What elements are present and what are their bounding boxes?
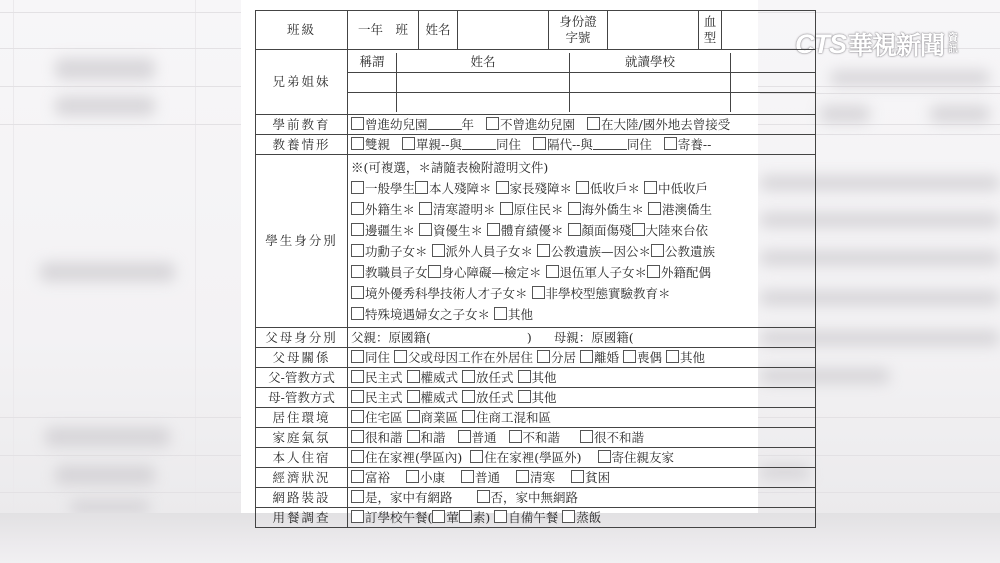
checkbox[interactable] bbox=[664, 137, 677, 150]
checkbox[interactable] bbox=[587, 117, 600, 130]
siblings-label: 兄弟姐妹 bbox=[256, 50, 348, 115]
id-number-field[interactable] bbox=[608, 11, 699, 49]
header-row bbox=[256, 11, 816, 50]
upbringing-label: 教養情形 bbox=[256, 135, 348, 155]
sibling-col-school: 就讀學校 bbox=[570, 53, 731, 73]
checkbox[interactable] bbox=[402, 137, 415, 150]
upbringing-row: 教養情形 雙親 單親--與 同住 隔代--與 同住 寄養-- bbox=[256, 135, 816, 155]
name-label: 姓名 bbox=[419, 11, 458, 49]
siblings-table bbox=[348, 53, 815, 112]
logo-suffix: 資 訊 bbox=[948, 33, 959, 55]
checkbox[interactable] bbox=[351, 137, 364, 150]
preschool-row: 學前教育 曾進幼兒園 年 不曾進幼兒園 在大陸/國外地去曾接受 bbox=[256, 115, 816, 135]
parent-identity-label: 父母身分別 bbox=[256, 328, 348, 348]
siblings-row bbox=[256, 50, 816, 115]
parent-identity-row: 父母身分別 父親：原國籍( ) 母親：原國籍( bbox=[256, 328, 816, 348]
student-info-form bbox=[255, 10, 816, 528]
economy-row: 經濟狀況 富裕 小康 普通 清寒 貧困 bbox=[256, 468, 816, 488]
sibling-row bbox=[348, 92, 815, 112]
living-environment-row: 居住環境 住宅區 商業區 住商工混和區 bbox=[256, 408, 816, 428]
father-nationality: 父親：原國籍( bbox=[351, 329, 431, 345]
meal-row: 用餐調查 訂學校午餐( 葷 素) 自備午餐 蒸飯 bbox=[256, 508, 816, 528]
father-discipline-row: 父-管教方式 民主式 權威式 放任式 其他 bbox=[256, 368, 816, 388]
residence-row: 本人住宿 住在家裡(學區內) 住在家裡(學區外) 寄住親友家 bbox=[256, 448, 816, 468]
id-number-label: 身份證 字號 bbox=[549, 11, 608, 49]
name-field[interactable] bbox=[458, 11, 549, 49]
student-form-document bbox=[241, 0, 758, 525]
logo-brand: CTS bbox=[795, 28, 846, 59]
cts-news-logo bbox=[795, 26, 958, 62]
student-identity-label: 學生身分別 bbox=[256, 155, 348, 328]
identity-note: ※(可複選，＊請隨表檢附證明文件) bbox=[351, 160, 549, 175]
sibling-col-name: 姓名 bbox=[397, 53, 570, 73]
class-label: 班級 bbox=[256, 11, 348, 50]
mother-discipline-row: 母-管教方式 民主式 權威式 放任式 其他 bbox=[256, 388, 816, 408]
sibling-row bbox=[348, 72, 815, 92]
internet-row: 網路裝設 是，家中有網路 否，家中無網路 bbox=[256, 488, 816, 508]
parent-relation-row: 父母關係 同住 父或母因工作在外居住 分居 離婚 喪偶 其他 bbox=[256, 348, 816, 368]
checkbox[interactable] bbox=[533, 137, 546, 150]
blood-type-label: 血 型 bbox=[699, 11, 722, 49]
checkbox[interactable] bbox=[486, 117, 499, 130]
class-value: 一年 班 bbox=[348, 11, 419, 49]
student-identity-row: 學生身分別 ※(可複選，＊請隨表檢附證明文件) 一般學生 本人殘障＊ 家長殘障＊ 低收戶＊ 中低收戶 外籍生＊ 清寒證明＊ 原住民＊ 海外僑生＊ 港澳僑生 邊疆生＊ 資優生＊ 體育績優＊ 顏面傷殘 大陸來台依 功勳子女＊ 派外人員子女＊ 公教遺族—因公＊ 公教遺族 教職員子女 身心障礙—檢定＊ 退伍軍人子女＊ 外籍配偶 境外優秀科學技術人才子女＊ 非學校型態實驗教育＊ 特殊境遇婦女之子女＊ 其他 bbox=[256, 155, 816, 328]
preschool-label: 學前教育 bbox=[256, 115, 348, 135]
years-blank[interactable] bbox=[428, 118, 462, 130]
sibling-col-title: 稱謂 bbox=[348, 53, 397, 73]
blood-type-field[interactable] bbox=[722, 11, 816, 49]
mother-nationality: 母親：原國籍( bbox=[553, 329, 634, 345]
logo-name: 華視新聞 bbox=[848, 31, 945, 60]
family-atmosphere-row: 家庭氣氛 很和諧 和諧 普通 不和諧 很不和諧 bbox=[256, 428, 816, 448]
checkbox[interactable] bbox=[351, 117, 364, 130]
